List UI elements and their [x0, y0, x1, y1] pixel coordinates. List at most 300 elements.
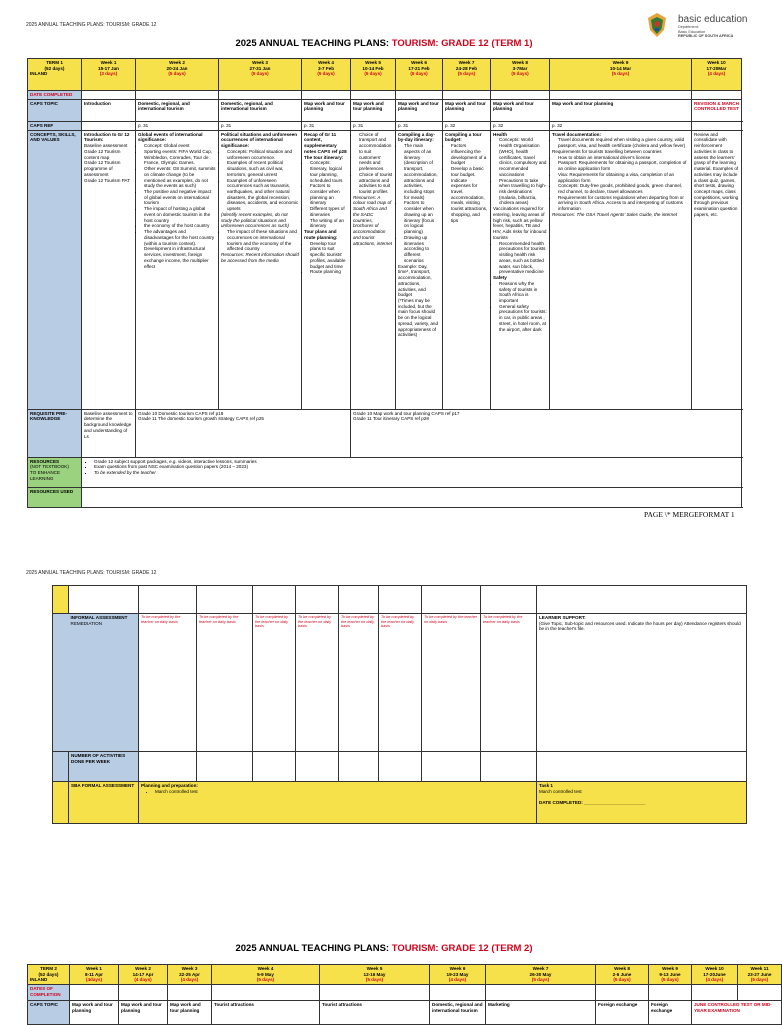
term2-week-row	[28, 965, 782, 985]
table-cell	[738, 985, 782, 1001]
text-line: Vaccinations required for entering, leaving areas of high risk, such as yellow fever, hepatitis, TB and HIV, Aids risks for inbound tourists	[493, 206, 547, 240]
text-line: 8-11 Apr	[85, 971, 103, 977]
list-item: • General safety precautions for tourists: in car, in public areas , street, in hotel room, at the airport, after dark	[499, 304, 547, 333]
list-item: • Factors to consider when drawing up an itinerary (focus on logical planning)	[404, 200, 440, 234]
table-cell	[351, 130, 396, 409]
table-cell	[422, 586, 481, 614]
table-cell	[491, 130, 550, 409]
text-line: Grade 10 Domestic tourism CAPS ref p18	[138, 410, 224, 416]
text-line: Week 7	[532, 966, 549, 971]
table-cell: Marketing	[486, 1001, 596, 1025]
informal-assessment-row	[53, 614, 747, 752]
table-cell: Domestic, regional, and international tourism	[136, 99, 219, 121]
term2-table	[27, 964, 782, 1025]
text-line: (52 days)	[44, 65, 65, 71]
text-line: 20-24 Jan	[166, 65, 188, 71]
text-line: RESOURCES	[30, 458, 60, 464]
list-item: • Passport: Requirements for obtaining a passport, completion of an online application form	[558, 160, 689, 171]
text-line: 17-20Mar	[706, 65, 727, 71]
list-item: • Develop a basic tour budget. Indicate expenses for travel, accommodation, meals, visiting tourist attractions, shopping, and tips	[451, 166, 488, 223]
table-cell: DATE COMPLETED	[28, 90, 82, 99]
table-cell	[379, 586, 422, 614]
list-item: ▪ Exam questions from past NSC examination question papers (2014 – 2023)	[94, 464, 739, 470]
table-cell	[136, 130, 219, 409]
list-item: • Choice of transport and accommodation to suit customers' needs and preferences	[359, 132, 393, 172]
text-line: The tour itinerary:	[304, 154, 344, 160]
table-cell	[69, 586, 139, 614]
text-line: 15-17 Jan	[98, 65, 119, 71]
text-line: REMEDIATION	[70, 620, 103, 626]
table-cell	[82, 487, 742, 507]
table-cell	[692, 90, 742, 99]
table-cell: NUMBER OF ACTIVITIES DONE PER WEEK	[69, 752, 139, 782]
text-line: INLAND	[30, 977, 48, 983]
table-cell	[481, 752, 537, 782]
text-line: LEARNER SUPPORT:	[539, 615, 586, 620]
table-cell	[537, 752, 747, 782]
list-item: • The writing of an itinerary	[310, 218, 348, 229]
text-line: Week 1	[86, 966, 102, 971]
table-cell	[486, 985, 596, 1001]
table-cell	[320, 965, 430, 985]
table-cell: Map work and tour planning	[396, 99, 443, 121]
text-line: 12-16 May	[363, 971, 386, 977]
text-line: (5 days)	[410, 71, 428, 77]
text-line: (5 days)	[750, 977, 769, 983]
text-line: Introduction to Gr 12 Tourism:	[84, 131, 130, 143]
text-line: Example: Day, time*, transport, accommodation, attractions, activities, and budget	[398, 263, 432, 298]
text-line: (4 days)	[134, 977, 152, 983]
table-cell: p. 31	[302, 121, 351, 130]
text-line: 27-31 Jan	[249, 65, 271, 71]
table-cell	[379, 752, 422, 782]
table-cell: Domestic, regional and international tourism	[430, 1001, 486, 1025]
list-item: • Factors to consider when planning an itinerary	[310, 183, 348, 206]
table-cell	[119, 985, 168, 1001]
table-cell: Foreign exchange	[649, 1001, 692, 1025]
text-line: (5 days)	[531, 977, 550, 983]
text-line: (5 days)	[511, 71, 529, 77]
table-cell: Map work and tour planning	[550, 99, 692, 121]
table-cell: To be completed by the teacher on daily basis	[422, 614, 481, 752]
table-cell	[253, 752, 296, 782]
list-item: • Concept: Global event	[144, 143, 216, 149]
text-line: Grade 11 Tour itinerary CAPS ref p28	[353, 416, 429, 422]
list-item: • The main aspects of an itinerary (description of transport, accommodation, attractions and activities, including stops for meals)	[404, 143, 440, 200]
text-line: (5 days)	[457, 71, 476, 77]
table-cell: Review and consolidate with reinforcement activities in class to assess the learners' grasp of the learning material. Examples of activities may include a class quiz, games, short tests, drawing concept maps, class competitions, working through previous examination question papers, etc.	[692, 130, 742, 409]
table-cell	[82, 59, 136, 91]
text-line: Resources: A colour road map of South Africa and the SADC countries, brochures of accommodation and tourist attractions, internet	[353, 194, 393, 246]
text-line: Safety	[493, 275, 507, 281]
text-line: (*Times may be included, but the main focus should be on the logical spread, variety, and appropriateness of activities)	[398, 297, 439, 338]
table-cell	[396, 59, 443, 91]
table-cell	[550, 59, 692, 91]
table-cell	[70, 985, 119, 1001]
table-cell	[139, 782, 537, 824]
table-cell	[219, 130, 302, 409]
list-item: • Sporting events: FIFA World Cup, Wimbledon, Comrades, Tour de France, Olympic Games.	[144, 149, 216, 166]
table-cell: To be completed by the teacher on daily basis	[296, 614, 339, 752]
text-line: Week 8	[512, 60, 528, 65]
table-cell	[168, 985, 212, 1001]
list-item: • Choice of tourist attractions and activities to suit tourist profiles	[359, 172, 393, 195]
table-cell	[443, 90, 491, 99]
term1-requisite-row	[28, 409, 742, 457]
text-line: 5-9 May	[257, 971, 274, 977]
list-item: • Requirements for customs regulations when departing from or arriving in South Africa. Access to and interpreting of customs information	[558, 195, 689, 212]
text-line: Week 6	[411, 60, 427, 65]
text-line: 2-6 June	[612, 971, 632, 977]
text-line: Tour plans and route planning:	[304, 229, 338, 240]
table-cell	[351, 409, 742, 457]
list-item: • March controlled test	[155, 789, 534, 795]
list-item: • Develop tour plans to suit specific tourists' profiles, available budget and time	[310, 241, 348, 270]
logo-sub-2: Basic Education	[678, 29, 706, 34]
table-cell	[197, 586, 253, 614]
text-line: Grade 12 Tourism content map	[84, 148, 121, 160]
table-cell: Map work and tour planning	[168, 1001, 212, 1025]
text-line: DATE COMPLETED: ________________________	[539, 800, 646, 806]
department-logo	[678, 14, 748, 39]
table-cell	[481, 586, 537, 614]
text-line: Requirements for tourists travelling between countries	[552, 148, 662, 154]
table-cell	[351, 59, 396, 91]
text-line: (4 days)	[448, 977, 467, 983]
table-cell	[396, 90, 443, 99]
text-line: Week 10	[707, 60, 726, 65]
table-cell	[351, 90, 396, 99]
table-cell: Map work and tour planning	[302, 99, 351, 121]
assessment-table	[52, 585, 747, 824]
table-cell	[53, 752, 69, 782]
table-cell: Map work and tour planning	[70, 1001, 119, 1025]
table-cell: p. 31	[136, 121, 219, 130]
text-line: Week 8	[614, 966, 630, 971]
text-line: Grade 10 Map work and tour planning CAPS ref p17	[353, 410, 460, 416]
table-cell: p. 31	[351, 121, 396, 130]
table-row	[53, 586, 747, 614]
table-cell: To be completed by the teacher on daily basis	[339, 614, 379, 752]
text-line: TERM 1	[46, 60, 63, 65]
text-line: (5 days)	[168, 71, 186, 77]
table-cell	[692, 965, 738, 985]
term1-caps-ref-row	[28, 121, 742, 130]
table-cell	[596, 985, 649, 1001]
text-line: (4 days)	[705, 977, 724, 983]
table-cell: Tourist attractions	[320, 1001, 430, 1025]
table-cell	[692, 985, 738, 1001]
text-line: (3 days)	[99, 71, 118, 77]
page-number-field: PAGE \* MERGEFORMAT 1	[644, 510, 735, 519]
table-cell	[28, 457, 82, 487]
list-item: • Other events: G8 Summit, summits on climate change (to be mentioned as examples, do not study the events as such)	[144, 166, 216, 189]
running-header-2: 2025 ANNUAL TEACHING PLANS: TOURISM: GRADE 12	[26, 570, 157, 576]
term1-table	[27, 58, 742, 508]
table-cell	[339, 752, 379, 782]
table-cell	[139, 752, 197, 782]
table-cell	[396, 130, 443, 409]
number-activities-row	[53, 752, 747, 782]
table-cell: Map work and tour planning	[443, 99, 491, 121]
text-line: Week 4	[257, 966, 274, 971]
table-cell	[302, 59, 351, 91]
text-line: Compiling a tour budget:	[445, 131, 482, 143]
table-cell	[491, 59, 550, 91]
text-line: INFORMAL ASSESSMENT	[70, 615, 128, 620]
table-cell	[212, 965, 320, 985]
table-cell: CONCEPTS, SKILLS, AND VALUES	[28, 130, 82, 409]
table-cell	[53, 586, 69, 614]
text-line: (NOT TEXTBOOK)	[30, 464, 69, 470]
text-line: 24-28 Feb	[455, 65, 478, 71]
table-cell	[430, 985, 486, 1001]
coat-of-arms-icon	[646, 12, 668, 38]
list-item: • Route planning	[310, 269, 348, 275]
text-line: Week 4	[318, 60, 334, 65]
table-cell	[28, 59, 82, 91]
running-header: 2025 ANNUAL TEACHING PLANS: TOURISM: GRADE 12	[26, 22, 157, 28]
table-cell	[119, 965, 168, 985]
table-cell	[82, 121, 136, 130]
text-line: (Identify recent examples, do not study the political situations and unforeseen occurrences as such)	[221, 211, 289, 229]
text-line: INLAND	[30, 71, 48, 77]
term1-title: 2025 ANNUAL TEACHING PLANS: TOURISM: GRADE 12 (TERM 1)	[235, 38, 533, 49]
table-cell	[430, 965, 486, 985]
list-item: • Concepts: Political situation and unforeseen occurrence.	[227, 149, 299, 160]
table-cell	[537, 782, 747, 824]
table-cell	[550, 90, 692, 99]
list-item: • Reasons why the safety of tourists in South Africa is important	[499, 281, 547, 304]
table-cell	[339, 586, 379, 614]
text-line: 17-21 Feb	[408, 65, 430, 71]
table-cell	[491, 90, 550, 99]
table-cell: p. 31	[219, 121, 302, 130]
text-line: (5 days)	[251, 71, 269, 77]
text-line: Week 7	[458, 60, 475, 65]
table-cell	[296, 752, 339, 782]
text-line: TERM 2	[40, 966, 57, 971]
table-cell	[443, 130, 491, 409]
sba-row	[53, 782, 747, 824]
table-cell	[422, 752, 481, 782]
table-cell	[302, 130, 351, 409]
text-line: 3-7Mar	[512, 65, 528, 71]
text-line: Planning and preparation:	[141, 783, 198, 788]
table-cell	[219, 59, 302, 91]
table-cell	[197, 752, 253, 782]
list-item: • The positive and negative impact of global events on international tourism	[144, 189, 216, 206]
table-cell	[296, 586, 339, 614]
term2-caps-topic-row	[28, 1001, 782, 1025]
term1-resources-used-row	[28, 487, 742, 507]
text-line: Week 3	[181, 966, 198, 971]
text-line: 23-27 June	[747, 971, 772, 977]
text-line: (Give Topic, Sub-topic and resources used. Indicate the hours per day) Attendance registers should be in the teacher's file.	[539, 620, 741, 632]
table-cell	[212, 985, 320, 1001]
table-cell	[139, 586, 197, 614]
list-item: • Drawing up itineraries according to different scenarios	[404, 235, 440, 264]
text-line: Recap of Gr 11 content, supplementary notes CAPS ref p28	[304, 131, 347, 154]
table-cell	[537, 614, 747, 752]
text-line: Week 9	[612, 60, 629, 65]
text-line: (4 days)	[180, 977, 199, 983]
list-item: • Examples of recent political situations, such as civil war, terrorism, general unrest	[227, 160, 299, 177]
text-line: March controlled test	[539, 788, 582, 794]
list-item: • The impact of hosting a global event on domestic tourism in the host country	[144, 206, 216, 223]
table-cell: To be completed by the teacher on daily basis	[481, 614, 537, 752]
text-line: Baseline assessment	[84, 143, 128, 149]
table-cell: REQUISITE PRE-KNOWLEDGE	[28, 409, 82, 457]
logo-sub-1: Department:	[678, 25, 699, 29]
table-cell	[136, 90, 219, 99]
text-line: Health	[493, 131, 508, 137]
table-cell: To be completed by the teacher on daily basis	[379, 614, 422, 752]
table-cell: Tourist attractions	[212, 1001, 320, 1025]
table-cell	[253, 586, 296, 614]
table-cell	[649, 965, 692, 985]
table-cell: DATES OF COMPLETION	[28, 985, 70, 1001]
text-line: Compiling a day-by-day itinerary:	[398, 131, 436, 143]
text-line: (52 days)	[38, 971, 59, 977]
table-cell: Foreign exchange	[596, 1001, 649, 1025]
list-item: • Factors influencing the development of a budget	[451, 143, 488, 166]
table-cell: Introduction	[82, 99, 136, 121]
text-line: (5 days)	[317, 71, 335, 77]
term1-concepts-row	[28, 130, 742, 409]
text-line: Week 9	[662, 966, 678, 971]
text-line: 22-25 Apr	[179, 971, 200, 977]
list-item: • Examples of unforeseen occurrences such as tsunamis, earthquakes, and other natural disasters, the global recession, diseases, accidents, and economic upsets	[227, 178, 299, 212]
term1-week-row	[28, 59, 742, 91]
term2-dates-completion-row	[28, 985, 782, 1001]
text-line: Grade 12 Tourism PAT	[84, 177, 130, 183]
table-cell: Domestic, regional, and international tourism	[219, 99, 302, 121]
table-cell	[443, 59, 491, 91]
table-cell: p. 32	[443, 121, 491, 130]
table-cell: Map work and tour planning	[119, 1001, 168, 1025]
table-cell: p. 32	[550, 121, 692, 130]
text-line: Week 11	[750, 966, 769, 971]
text-line: (5 days)	[256, 977, 275, 983]
table-cell: Baseline assessment to determine the background knowledge and understanding of Ls	[82, 409, 136, 457]
text-line: Resources: Recent information should be accessed from the media	[221, 252, 299, 263]
term1-caps-topic-row	[28, 99, 742, 121]
text-line: Political situations and unforeseen occurrences of international significance:	[221, 131, 298, 149]
table-cell	[302, 90, 351, 99]
text-line: 9-13 June	[659, 971, 681, 977]
text-line: (5 days)	[661, 977, 679, 983]
table-cell	[82, 90, 136, 99]
list-item: • Precautions to take when travelling to high-risk destinations (malaria, bilharzia, cholera areas)	[499, 178, 547, 207]
table-cell: RESOURCES USED	[28, 487, 82, 507]
text-line: Grade 12 Tourism programme of assessment	[84, 160, 121, 177]
term1-date-completed-row	[28, 90, 742, 99]
text-line: 26-30 May	[529, 971, 552, 977]
table-cell	[82, 457, 742, 487]
table-cell: To be completed by the teacher on daily basis	[139, 614, 197, 752]
term2-title: 2025 ANNUAL TEACHING PLANS: TOURISM: GRADE 12 (TERM 2)	[235, 943, 533, 954]
list-item: • the economy of the host country	[144, 223, 216, 229]
table-cell	[649, 985, 692, 1001]
text-line: 19-23 May	[446, 971, 469, 977]
text-line: (5 days)	[365, 977, 384, 983]
text-line: Grade 11 The domestic tourism growth strategy CAPS ref p25	[138, 416, 264, 422]
text-line: Resources: The OSA Travel Agents' Sales Guide, the internet	[552, 211, 678, 217]
table-cell	[53, 614, 69, 752]
table-cell: JUNE CONTROLLED TEST OR MID-YEAR EXAMINATION	[692, 1001, 782, 1025]
table-cell: Map work and tour planning	[351, 99, 396, 121]
list-item: • The impact of these situations and occurrences on international tourism and the economy of the affected country	[227, 229, 299, 252]
list-item: • Different types of itineraries	[310, 206, 348, 217]
list-item: ▪ To be extended by the teacher	[94, 470, 739, 476]
table-cell	[136, 409, 351, 457]
table-cell	[692, 121, 742, 130]
table-cell	[219, 90, 302, 99]
table-cell: CAPS TOPIC	[28, 1001, 70, 1025]
text-line: Week 5	[365, 60, 381, 65]
table-cell: To be completed by the teacher on daily basis	[253, 614, 296, 752]
table-cell	[82, 130, 136, 409]
logo-sub-3: REPUBLIC OF SOUTH AFRICA	[678, 34, 734, 39]
table-cell: p. 31	[396, 121, 443, 130]
logo-name: basic education	[678, 14, 748, 25]
text-line: (4days)	[85, 977, 103, 983]
text-line: Global events of international significance:	[138, 131, 203, 143]
text-line: TO ENHANCE LEARNING	[30, 470, 61, 481]
list-item: • Concepts: Duty-free goods, prohibited goods, green channel, red channel, to declare, travel allowances	[558, 183, 689, 194]
list-item: • Travel documents required when visiting a given country, valid passport, visa, and health certificate (cholera and yellow fever)	[558, 137, 689, 148]
list-item: • Concepts: Itinerary, logical tour planning, scheduled tours	[310, 160, 348, 183]
text-line: 10-14 Mar	[609, 65, 632, 71]
list-item: • Concepts: World Health Organisation (WHO), health certificates, travel clinics, compulsory and recommended vaccinations	[499, 137, 547, 177]
text-line: Travel documentation:	[552, 131, 602, 137]
table-cell	[537, 586, 747, 614]
list-item: ▪ Grade 12 subject support packages, e.g. videos, interactive lessons, summaries	[94, 459, 739, 465]
table-cell	[28, 965, 70, 985]
term1-resources-row	[28, 457, 742, 487]
table-cell	[70, 965, 119, 985]
table-cell	[738, 965, 782, 985]
text-line: Week 10	[705, 966, 724, 971]
table-cell: CAPS TOPIC	[28, 99, 82, 121]
list-item: • Recommended health precautions for tourists visiting health risk areas, such as bottled water, sun block, preventative medicine	[499, 241, 547, 275]
table-cell: p. 32	[491, 121, 550, 130]
table-cell	[168, 965, 212, 985]
table-cell	[53, 782, 69, 824]
text-line: Week 2	[135, 966, 151, 971]
text-line: (5 days)	[611, 71, 630, 77]
table-cell	[550, 130, 692, 409]
text-line: Week 6	[449, 966, 466, 971]
text-line: (5 days)	[613, 977, 631, 983]
text-line: 14-17 Apr	[132, 971, 154, 977]
table-cell: To be completed by the teacher on daily basis	[197, 614, 253, 752]
table-cell	[320, 985, 430, 1001]
text-line: Task 1	[539, 783, 553, 788]
text-line: Week 1	[100, 60, 117, 65]
text-line: Week 2	[169, 60, 185, 65]
table-cell	[692, 59, 742, 91]
table-cell: Map work and tour planning	[491, 99, 550, 121]
text-line: (5 days)	[364, 71, 382, 77]
table-cell: REVISION & MARCH CONTROLLED TEST	[692, 99, 742, 121]
text-line: (4 days)	[707, 71, 726, 77]
table-cell: SBA FORMAL ASSESSMENT	[69, 782, 139, 824]
table-cell	[486, 965, 596, 985]
list-item: • How to obtain an international driver's license	[558, 155, 689, 161]
text-line: 17-20June	[703, 971, 726, 977]
